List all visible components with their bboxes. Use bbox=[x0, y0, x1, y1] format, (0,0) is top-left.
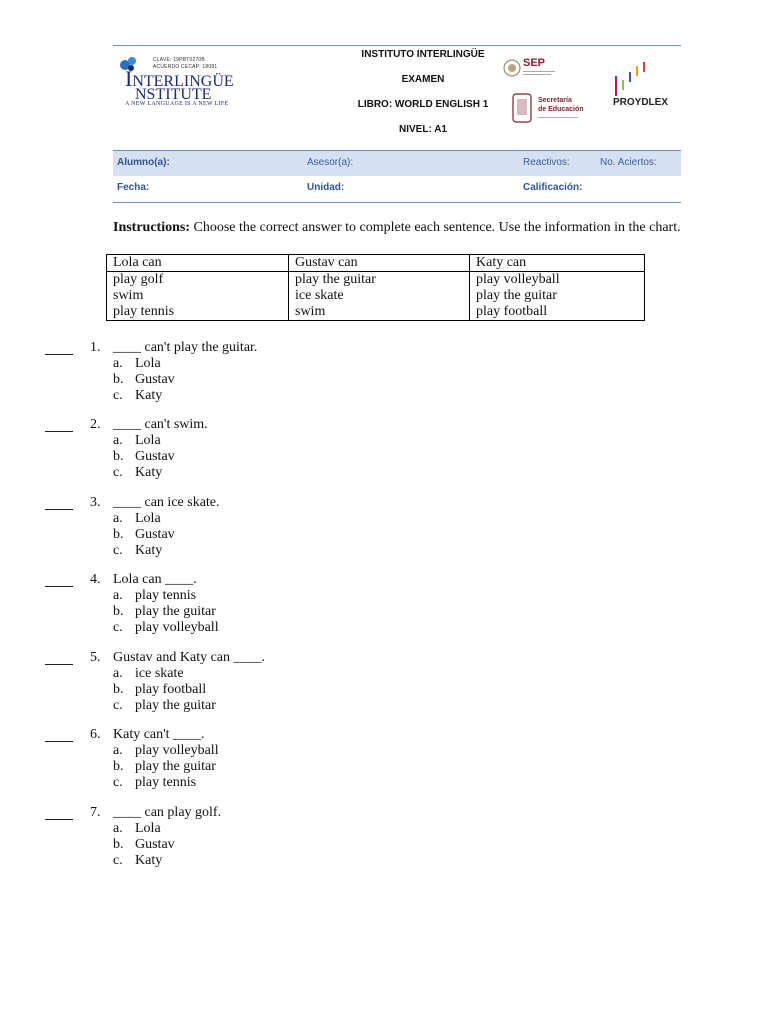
question-5 bbox=[0, 650, 768, 720]
sep-logo bbox=[503, 57, 573, 83]
eagle-seal-icon bbox=[503, 59, 521, 77]
proydlex-logo-text: PROYDLEX bbox=[613, 97, 669, 108]
question-text: Katy can't ____. bbox=[113, 727, 205, 742]
chart-header-gustav: Gustav can bbox=[289, 255, 470, 272]
chart-cell: play the guitar bbox=[470, 288, 645, 304]
question-number: 3. bbox=[90, 495, 101, 510]
answer-blank[interactable] bbox=[45, 417, 73, 432]
color-bars-icon bbox=[613, 62, 653, 96]
chart-header-lola: Lola can bbox=[107, 255, 289, 272]
question-number: 2. bbox=[90, 417, 101, 432]
chart-header-row bbox=[107, 255, 645, 272]
option-a[interactable]: a. Lola bbox=[113, 433, 161, 448]
question-number: 7. bbox=[90, 805, 101, 820]
secretaria-logo-line1: Secretaría bbox=[538, 97, 572, 104]
chart-row bbox=[107, 288, 645, 304]
info-bottom-rule bbox=[113, 202, 681, 203]
option-b[interactable]: b. play the guitar bbox=[113, 604, 216, 619]
header-book: LIBRO: WORLD ENGLISH 1 bbox=[357, 99, 489, 110]
option-a[interactable]: a. Lola bbox=[113, 356, 161, 371]
info-row-student bbox=[113, 151, 681, 176]
question-text: Lola can ____. bbox=[113, 572, 197, 587]
alumno-label: Alumno(a): bbox=[117, 157, 170, 168]
logo-tagline: A NEW LANGUAGE IS A NEW LIFE bbox=[125, 101, 229, 107]
chart-cell: play golf bbox=[107, 272, 289, 289]
logo-acuerdo-text: ACUERDO CECAP: 18081 bbox=[153, 64, 218, 70]
exam-header bbox=[113, 45, 681, 205]
question-7 bbox=[0, 805, 768, 875]
answer-blank[interactable] bbox=[45, 495, 73, 510]
option-c[interactable]: c. Katy bbox=[113, 853, 163, 868]
logo-name-line1: INTERLINGÜE bbox=[125, 66, 234, 91]
option-c[interactable]: c. Katy bbox=[113, 465, 163, 480]
chart-row bbox=[107, 272, 645, 289]
option-c[interactable]: c. Katy bbox=[113, 543, 163, 558]
ability-chart-table bbox=[106, 254, 645, 321]
fecha-label: Fecha: bbox=[117, 182, 150, 193]
instructions-label: Instructions: bbox=[113, 220, 191, 235]
chart-cell: play football bbox=[470, 304, 645, 321]
chart-cell: play tennis bbox=[107, 304, 289, 321]
answer-blank[interactable] bbox=[45, 340, 73, 355]
option-a[interactable]: a. ice skate bbox=[113, 666, 184, 681]
header-top-rule bbox=[113, 45, 681, 46]
secretaria-educacion-logo bbox=[511, 92, 601, 126]
option-c[interactable]: c. play the guitar bbox=[113, 698, 216, 713]
header-level: NIVEL: A1 bbox=[399, 124, 447, 135]
question-text: ____ can't play the guitar. bbox=[113, 340, 258, 355]
question-1 bbox=[0, 340, 768, 410]
answer-blank[interactable] bbox=[45, 805, 73, 820]
question-number: 4. bbox=[90, 572, 101, 587]
question-3 bbox=[0, 495, 768, 565]
question-text: ____ can't swim. bbox=[113, 417, 208, 432]
coat-of-arms-icon bbox=[511, 92, 533, 124]
answer-blank[interactable] bbox=[45, 572, 73, 587]
option-b[interactable]: b. play football bbox=[113, 682, 207, 697]
logo-clave-text: CLAVE: 19PBT0270B bbox=[153, 57, 205, 63]
option-b[interactable]: b. Gustav bbox=[113, 449, 175, 464]
instructions bbox=[113, 220, 713, 236]
option-c[interactable]: c. play tennis bbox=[113, 775, 197, 790]
question-6 bbox=[0, 727, 768, 797]
secretaria-logo-line2: de Educación bbox=[538, 106, 584, 113]
instructions-text: Choose the correct answer to complete each sentence. Use the information in the chart. bbox=[190, 220, 681, 235]
interlingue-logo bbox=[117, 55, 247, 115]
answer-blank[interactable] bbox=[45, 727, 73, 742]
aciertos-label: No. Aciertos: bbox=[600, 157, 657, 168]
option-a[interactable]: a. Lola bbox=[113, 821, 161, 836]
info-row-date bbox=[113, 176, 681, 201]
chart-cell: ice skate bbox=[289, 288, 470, 304]
question-number: 6. bbox=[90, 727, 101, 742]
chart-cell: swim bbox=[289, 304, 470, 321]
option-c[interactable]: c. play volleyball bbox=[113, 620, 219, 635]
question-text: Gustav and Katy can ____. bbox=[113, 650, 266, 665]
chart-cell: play the guitar bbox=[289, 272, 470, 289]
question-number: 5. bbox=[90, 650, 101, 665]
option-b[interactable]: b. play the guitar bbox=[113, 759, 216, 774]
calificacion-label: Calificación: bbox=[523, 182, 583, 193]
chart-cell: swim bbox=[107, 288, 289, 304]
question-number: 1. bbox=[90, 340, 101, 355]
question-2 bbox=[0, 417, 768, 487]
chart-row bbox=[107, 304, 645, 321]
option-b[interactable]: b. Gustav bbox=[113, 527, 175, 542]
sep-logo-text: SEP bbox=[523, 57, 546, 69]
logo-name-line2: NSTITUTE bbox=[135, 86, 212, 103]
answer-blank[interactable] bbox=[45, 650, 73, 665]
unidad-label: Unidad: bbox=[307, 182, 345, 193]
reactivos-label: Reactivos: bbox=[523, 157, 570, 168]
question-text: ____ can ice skate. bbox=[113, 495, 220, 510]
option-c[interactable]: c. Katy bbox=[113, 388, 163, 403]
chart-header-katy: Katy can bbox=[470, 255, 645, 272]
question-4 bbox=[0, 572, 768, 642]
option-b[interactable]: b. Gustav bbox=[113, 372, 175, 387]
header-exam-title: EXAMEN bbox=[401, 74, 445, 85]
asesor-label: Asesor(a): bbox=[307, 157, 354, 168]
option-a[interactable]: a. Lola bbox=[113, 511, 161, 526]
option-b[interactable]: b. Gustav bbox=[113, 837, 175, 852]
proydlex-logo bbox=[613, 62, 679, 122]
option-a[interactable]: a. play tennis bbox=[113, 588, 197, 603]
question-text: ____ can play golf. bbox=[113, 805, 222, 820]
chart-cell: play volleyball bbox=[470, 272, 645, 289]
header-institute-title: INSTITUTO INTERLINGÜE bbox=[361, 49, 485, 60]
option-a[interactable]: a. play volleyball bbox=[113, 743, 219, 758]
